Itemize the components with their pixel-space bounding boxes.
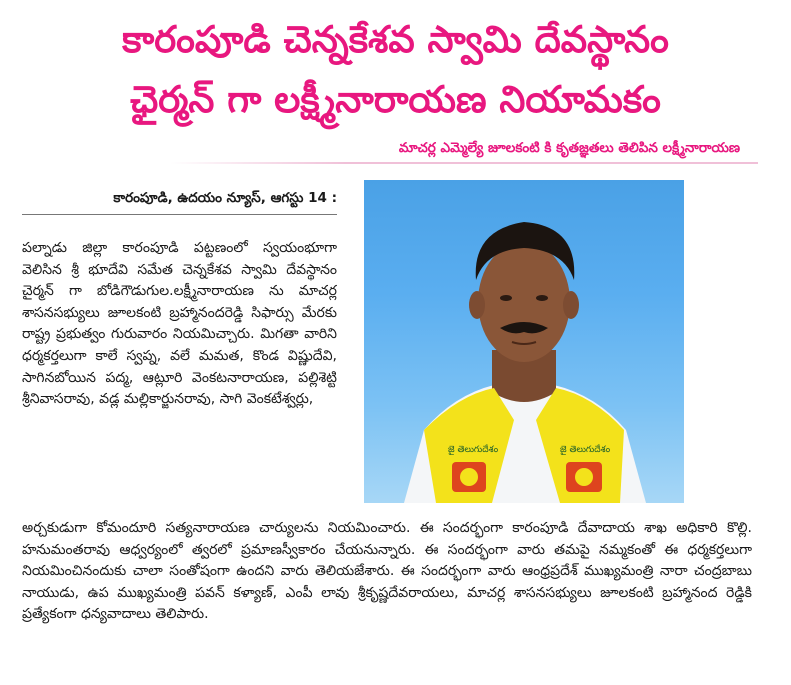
headline-line-1: కారంపూడి చెన్నకేశవ స్వామి దేవస్థానం bbox=[122, 18, 669, 61]
dateline: కారంపూడి, ఉదయం న్యూస్, ఆగస్టు 14 : bbox=[113, 190, 337, 206]
subheadline-rule bbox=[170, 162, 758, 164]
portrait-illustration bbox=[364, 180, 684, 503]
portrait-photo bbox=[364, 180, 684, 503]
article-wide-text: అర్చకుడుగా కోమందూరి సత్యనారాయణ చార్యులను నియమించారు. ఈ సందర్భంగా కారంపూడి దేవాదాయ శాఖ అధికారి కొల్లి. హనుమంతరావు ఆధ్వర్యంలో త్వరలో ప్రమాణస్వీకారం చేయనున్నారు. ఈ సందర్భంగా వారు తమపై నమ్మకంతో ఈ ధర్మకర్తలుగా నియమించినందుకు చాలా సంతోషంగా ఉందని వారు తెలియజేశారు. ఈ సందర్భంగా వారు ఆంధ్రప్రదేశ్ ముఖ్యమంత్రి నారా చంద్రబాబు నాయుడు, ఉప ముఖ్యమంత్రి పవన్ కళ్యాణ్, ఎంపీ లావు శ్రీకృష్ణదేవరాయలు, మాచర్ల శాసనసభ్యులు జూలకంటి బ్రహ్మానంద రెడ్డికి ప్రత్యేకంగా ధన్యవాదాలు తెలిపారు. bbox=[22, 520, 752, 623]
subheadline: మాచర్ల ఎమ్మెల్యే జూలకంటి కి కృతజ్ఞతలు తెలిపిన లక్ష్మీనారాయణ bbox=[398, 140, 740, 156]
scarf-text-left: జై తెలుగుదేశం bbox=[448, 445, 499, 455]
headline-line-2: ఛైర్మన్ గా లక్ష్మీనారాయణ నియామకం bbox=[130, 78, 661, 121]
scarf-text-right: జై తెలుగుదేశం bbox=[560, 445, 611, 455]
article-column-text: పల్నాడు జిల్లా కారంపూడి పట్టణంలో స్వయంభూగా వెలిసిన శ్రీ భూదేవి సమేత చెన్నకేశవ స్వామి దేవస్థానం చైర్మన్ గా బోడిగౌడుగుల.లక్ష్మీనారాయణ ను మాచర్ల శాసనసభ్యులు జూలకంటి బ్రహ్మానందరెడ్డి సిఫార్సు మేరకు రాష్ట్ర ప్రభుత్వం గురువారం నియమిచ్చారు. మిగతా వారిని ధర్మకర్తలుగా కాలే స్వప్న, వలే మమత, కొండ విష్ణుదేవి, సాగినబోయిన పద్మ, ఆట్లూరి వెంకటనారాయణ, పల్లిశెట్టి శ్రీనివాసరావు, వడ్ల మల్లికార్జునరావు, సాగి వెంకటేశ్వర్లు, bbox=[22, 240, 337, 408]
dateline-rule bbox=[22, 214, 337, 215]
